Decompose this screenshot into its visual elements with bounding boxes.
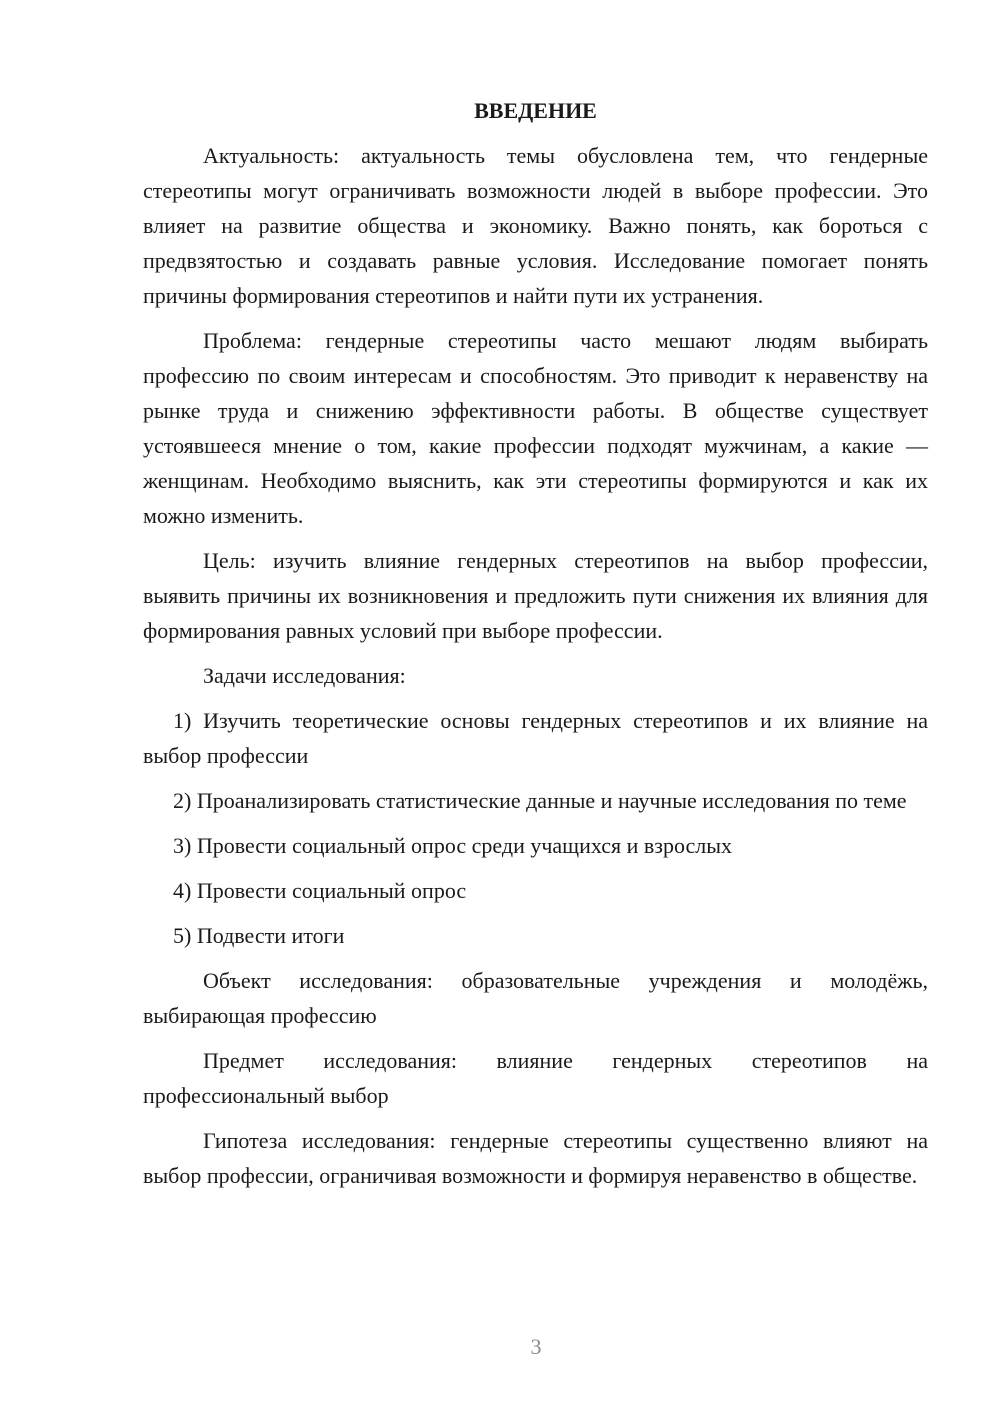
list-item: 5) Подвести итоги xyxy=(173,923,345,948)
subject-paragraph: Предмет исследования: влияние гендерных стереотипов на профессиональный выбор xyxy=(143,1048,928,1108)
tasks-list xyxy=(143,703,928,953)
page-content xyxy=(143,93,928,1203)
list-item: 2) Проанализировать статистические данные и научные исследования по теме xyxy=(173,788,907,813)
list-item: 1) Изучить теоретические основы гендерных стереотипов и их влияние на выбор профессии xyxy=(143,708,928,768)
goal-paragraph: Цель: изучить влияние гендерных стереотипов на выбор профессии, выявить причины их возникновения и предложить пути снижения их влияния для формирования равных условий при выборе профессии. xyxy=(143,548,928,643)
object-paragraph: Объект исследования: образовательные учреждения и молодёжь, выбирающая профессию xyxy=(143,968,928,1028)
tasks-heading: Задачи исследования: xyxy=(203,663,406,688)
list-item: 4) Провести социальный опрос xyxy=(173,878,467,903)
problem-paragraph: Проблема: гендерные стереотипы часто мешают людям выбирать профессию по своим интересам и способностям. Это приводит к неравенству на рынке труда и снижению эффективности работы. В обществе существует устоявшееся мнение о том, какие профессии подходят мужчинам, а какие — женщинам. Необходимо выяснить, как эти стереотипы формируются и как их можно изменить. xyxy=(143,328,928,528)
relevance-paragraph: Актуальность: актуальность темы обусловлена тем, что гендерные стереотипы могут ограничивать возможности людей в выборе профессии. Это влияет на развитие общества и экономику. Важно понять, как бороться с предвзятостью и создавать равные условия. Исследование помогает понять причины формирования стереотипов и найти пути их устранения. xyxy=(143,143,928,308)
section-title: ВВЕДЕНИЕ xyxy=(474,98,597,123)
list-item: 3) Провести социальный опрос среди учащихся и взрослых xyxy=(173,833,733,858)
page-number: 3 xyxy=(530,1334,542,1359)
hypothesis-paragraph: Гипотеза исследования: гендерные стереотипы существенно влияют на выбор профессии, ограничивая возможности и формируя неравенство в обществе. xyxy=(143,1128,928,1188)
